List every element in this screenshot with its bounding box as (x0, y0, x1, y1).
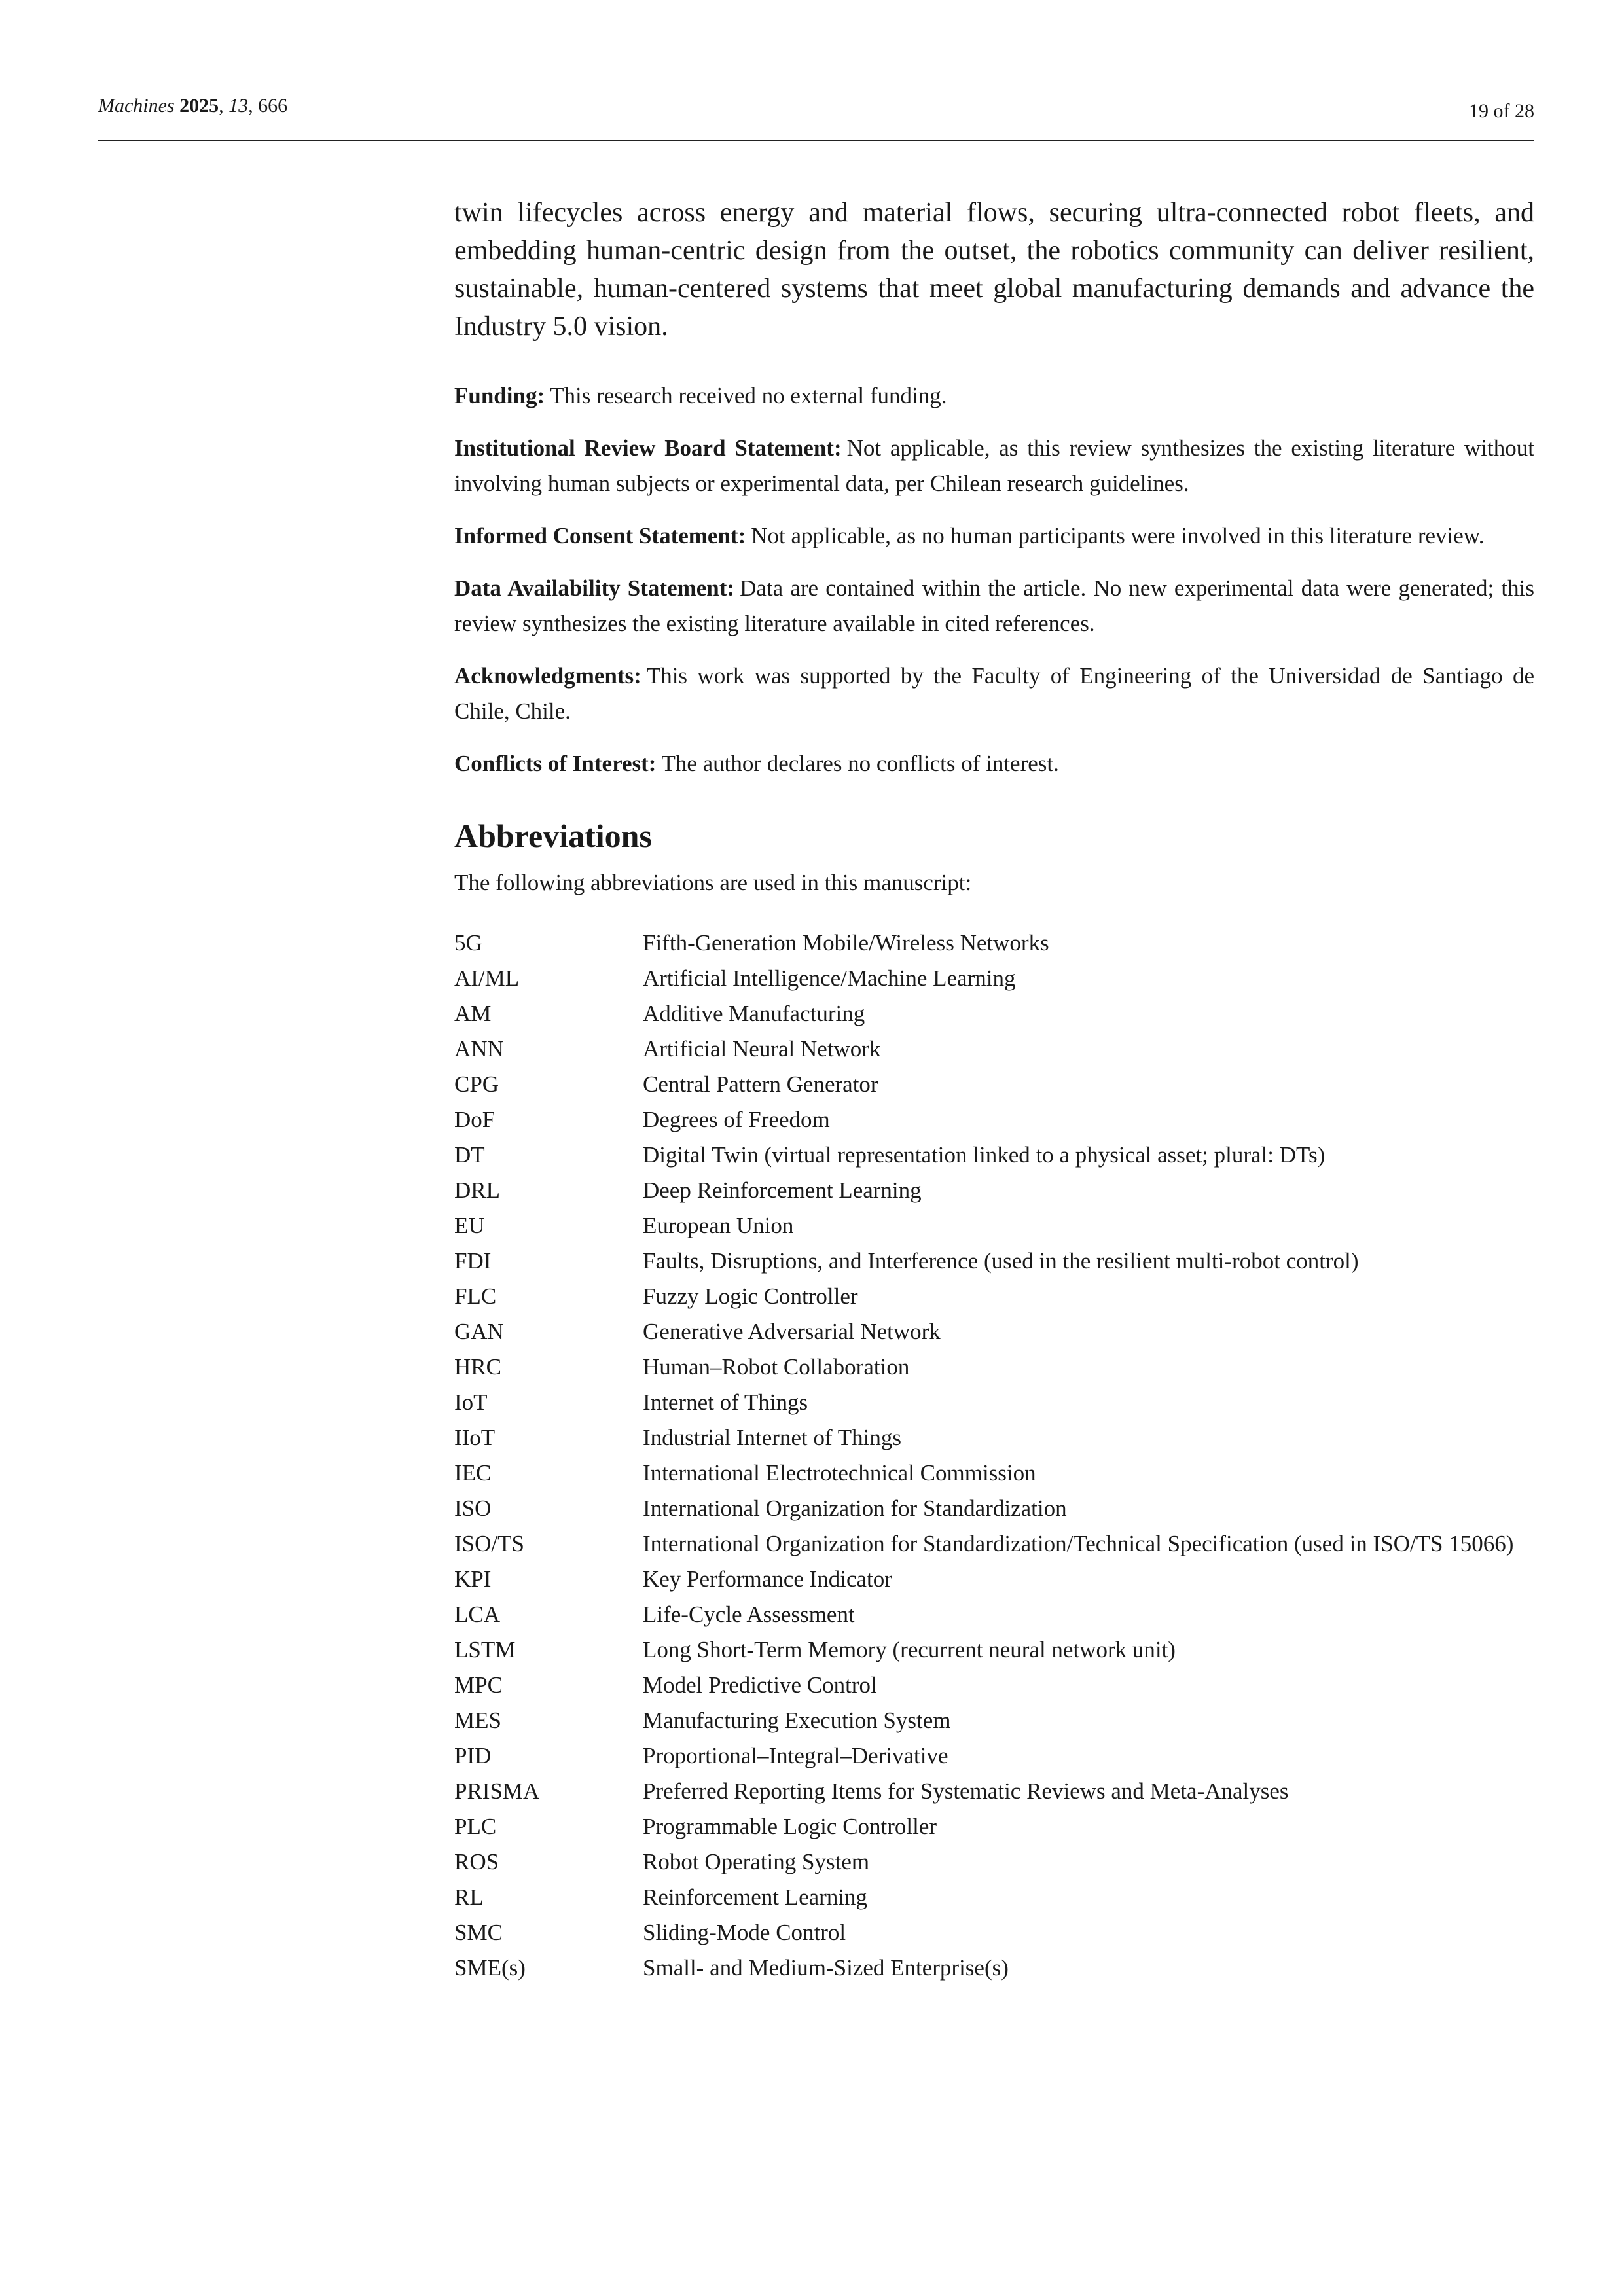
abbreviation-term: 5G (454, 930, 482, 956)
abbreviation-term: MES (454, 1708, 501, 1733)
abbreviation-row (454, 1031, 1534, 1067)
abbreviation-definition: European Union (643, 1213, 794, 1238)
abbreviation-row (454, 1279, 1534, 1314)
abbreviation-term: CPG (454, 1071, 499, 1097)
abbreviation-definition: Generative Adversarial Network (643, 1319, 941, 1344)
article-number: 666 (258, 95, 288, 117)
abbreviation-definition: Proportional–Integral–Derivative (643, 1743, 948, 1768)
page-header (98, 92, 1534, 141)
abbreviation-term: HRC (454, 1354, 501, 1380)
abbreviation-row (454, 1173, 1534, 1208)
abbreviation-term: GAN (454, 1319, 504, 1344)
abbreviation-term: IEC (454, 1460, 492, 1486)
abbreviation-term: IoT (454, 1390, 488, 1415)
abbreviation-definition: Small- and Medium-Sized Enterprise(s) (643, 1955, 1009, 1981)
abbreviation-term: RL (454, 1884, 484, 1910)
abbreviation-row (454, 1703, 1534, 1738)
back-matter-item (454, 518, 1534, 554)
abbreviation-term: PLC (454, 1814, 497, 1839)
abbreviation-term: EU (454, 1213, 485, 1238)
abbreviation-row (454, 1668, 1534, 1703)
abbreviation-row (454, 1738, 1534, 1774)
abbreviation-row (454, 1562, 1534, 1597)
abbreviation-row (454, 1597, 1534, 1632)
abbreviation-term: ISO (454, 1496, 492, 1521)
abbreviation-row (454, 1844, 1534, 1880)
lead-paragraph: twin lifecycles across energy and material flows, securing ultra-connected robot fleets, and embedding human-centric design from the outset, the robotics community can deliver resilient, sustainable, human-centered systems that meet global manufacturing demands and advance the Industry 5.0 vision. (454, 198, 1534, 342)
abbreviation-row (454, 1102, 1534, 1138)
abbreviation-definition: Internet of Things (643, 1390, 808, 1415)
abbreviation-definition: Faults, Disruptions, and Interference (used in the resilient multi-robot control) (643, 1248, 1359, 1274)
abbreviation-term: DRL (454, 1177, 500, 1203)
abbreviation-definition: International Organization for Standardization/Technical Specification (used in ISO/TS 15066) (643, 1531, 1514, 1556)
abbreviation-row (454, 1456, 1534, 1491)
abbreviation-definition: Sliding-Mode Control (643, 1920, 846, 1945)
back-matter-text: This research received no external funding. (550, 383, 947, 408)
page-number: 19 of 28 (1469, 100, 1534, 122)
abbreviation-definition: Fuzzy Logic Controller (643, 1283, 858, 1309)
abbreviation-definition: Key Performance Indicator (643, 1566, 892, 1592)
abbreviation-definition: Degrees of Freedom (643, 1107, 830, 1132)
back-matter-text: The author declares no conflicts of interest. (661, 751, 1059, 776)
abbreviation-row (454, 1880, 1534, 1915)
abbreviation-term: SME(s) (454, 1955, 526, 1981)
abbreviation-term: ANN (454, 1036, 504, 1062)
abbreviation-row (454, 1244, 1534, 1279)
abbreviation-definition: Central Pattern Generator (643, 1071, 878, 1097)
abbreviation-term: LSTM (454, 1637, 516, 1662)
abbreviations-intro: The following abbreviations are used in this manuscript: (454, 870, 972, 895)
back-matter-label: Conflicts of Interest: (454, 751, 657, 776)
back-matter-item (454, 378, 1534, 414)
abbreviation-term: LCA (454, 1602, 500, 1627)
abbreviation-term: MPC (454, 1672, 503, 1698)
abbreviations-table-body (454, 925, 1534, 1986)
abbreviation-row (454, 1526, 1534, 1562)
abbreviation-term: KPI (454, 1566, 492, 1592)
abbreviation-definition: Model Predictive Control (643, 1672, 877, 1698)
abbreviation-definition: Human–Robot Collaboration (643, 1354, 910, 1380)
abbreviation-term: SMC (454, 1920, 503, 1945)
abbreviation-definition: Artificial Intelligence/Machine Learning (643, 965, 1016, 991)
abbreviation-term: ISO/TS (454, 1531, 524, 1556)
abbreviation-term: AM (454, 1001, 492, 1026)
back-matter-text: This work was supported by the Faculty of Engineering of the Universidad de Santiago de Chile, Chile. (454, 663, 1534, 724)
back-matter-text: Not applicable, as this review synthesizes the existing literature without involving human subjects or experimental data, per Chilean research guidelines. (454, 435, 1534, 496)
abbreviation-definition: Manufacturing Execution System (643, 1708, 951, 1733)
abbreviation-definition: Life-Cycle Assessment (643, 1602, 855, 1627)
journal-name: Machines (98, 95, 175, 117)
abbreviation-row (454, 1314, 1534, 1350)
back-matter-label: Institutional Review Board Statement: (454, 435, 842, 461)
abbreviation-row (454, 1208, 1534, 1244)
abbreviations-table (454, 925, 1534, 1986)
abbreviation-row (454, 1915, 1534, 1950)
abbreviation-term: ROS (454, 1849, 499, 1874)
back-matter-label: Funding: (454, 383, 545, 408)
abbreviation-row (454, 1067, 1534, 1102)
back-matter-item (454, 571, 1534, 641)
abbreviation-definition: Programmable Logic Controller (643, 1814, 937, 1839)
abbreviation-definition: Long Short-Term Memory (recurrent neural network unit) (643, 1637, 1176, 1662)
abbreviation-definition: Preferred Reporting Items for Systematic Reviews and Meta-Analyses (643, 1778, 1289, 1804)
back-matter-item (454, 658, 1534, 729)
abbreviation-row (454, 1385, 1534, 1420)
abbreviation-term: DT (454, 1142, 485, 1168)
abbreviation-row (454, 1774, 1534, 1809)
back-matter-text: Not applicable, as no human participants were involved in this literature review. (751, 523, 1485, 548)
abbreviation-row (454, 996, 1534, 1031)
back-matter-label: Informed Consent Statement: (454, 523, 746, 548)
abbreviation-term: AI/ML (454, 965, 520, 991)
abbreviation-row (454, 1491, 1534, 1526)
back-matter-label: Data Availability Statement: (454, 575, 735, 601)
abbreviation-definition: International Electrotechnical Commission (643, 1460, 1036, 1486)
abbreviation-row (454, 1420, 1534, 1456)
journal-year: 2025 (179, 95, 219, 117)
abbreviation-row (454, 1950, 1534, 1986)
abbreviation-row (454, 1350, 1534, 1385)
abbreviation-definition: Artificial Neural Network (643, 1036, 881, 1062)
abbreviation-definition: Industrial Internet of Things (643, 1425, 901, 1450)
abbreviation-term: PID (454, 1743, 492, 1768)
abbreviation-term: PRISMA (454, 1778, 540, 1804)
abbreviation-row (454, 925, 1534, 961)
abbreviation-definition: Fifth-Generation Mobile/Wireless Networks (643, 930, 1049, 956)
abbreviations-heading: Abbreviations (454, 817, 652, 854)
abbreviation-row (454, 1632, 1534, 1668)
back-matter-label: Acknowledgments: (454, 663, 641, 689)
abbreviation-definition: International Organization for Standardization (643, 1496, 1067, 1521)
abbreviation-term: FLC (454, 1283, 497, 1309)
abbreviation-term: FDI (454, 1248, 492, 1274)
abbreviation-row (454, 1809, 1534, 1844)
abbreviation-row (454, 961, 1534, 996)
abbreviation-term: DoF (454, 1107, 496, 1132)
abbreviation-definition: Robot Operating System (643, 1849, 870, 1874)
back-matter (454, 378, 1534, 781)
abbreviation-definition: Digital Twin (virtual representation linked to a physical asset; plural: DTs) (643, 1142, 1326, 1168)
back-matter-item (454, 431, 1534, 501)
abbreviation-definition: Deep Reinforcement Learning (643, 1177, 922, 1203)
main-content (454, 194, 1534, 1986)
abbreviation-row (454, 1138, 1534, 1173)
back-matter-text: Data are contained within the article. No new experimental data were generated; this review synthesizes the existing literature available in cited references. (454, 575, 1534, 636)
abbreviation-definition: Additive Manufacturing (643, 1001, 865, 1026)
back-matter-item (454, 746, 1534, 781)
abbreviation-definition: Reinforcement Learning (643, 1884, 868, 1910)
abbreviation-term: IIoT (454, 1425, 496, 1450)
journal-volume: 13 (228, 95, 249, 117)
journal-citation: Machines 2025, 13, 666 (98, 95, 288, 117)
